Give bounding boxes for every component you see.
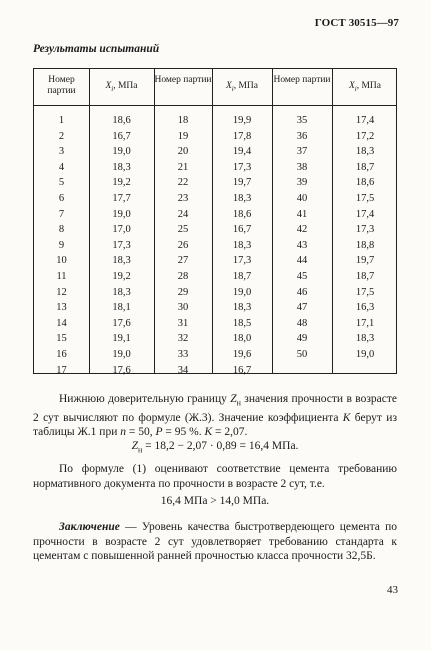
batch-number-cell: 22 bbox=[177, 177, 189, 189]
standard-header: ГОСТ 30515—97 bbox=[314, 17, 399, 29]
batch-number-cell: 31 bbox=[177, 317, 189, 329]
batch-number-cell: 14 bbox=[56, 317, 67, 329]
strength-value-cell: 17,6 bbox=[112, 317, 131, 329]
strength-value-cell: 17,3 bbox=[232, 255, 252, 267]
strength-value-cell: 19,2 bbox=[112, 270, 131, 282]
batch-number-cell: 29 bbox=[177, 286, 189, 298]
header-value-2: $X_i$, МПа bbox=[225, 81, 259, 93]
strength-value-cell: 19,7 bbox=[232, 177, 252, 189]
strength-value-cell: 18,7 bbox=[355, 270, 375, 282]
batch-number-cell: 21 bbox=[177, 161, 189, 173]
paragraph-conformity: По формуле (1) оценивают соответствие цемента требованию нормативного документа по прочности в возрасте 2 сут, т.е. bbox=[33, 463, 397, 490]
header-value-1: $X_i$, МПа bbox=[105, 81, 138, 93]
strength-value-cell: 18,7 bbox=[232, 270, 252, 282]
batch-number-cell: 37 bbox=[296, 146, 308, 158]
batch-number-cell: 1 bbox=[58, 115, 65, 126]
batch-number-cell: 15 bbox=[56, 333, 67, 345]
batch-column-2 bbox=[154, 113, 212, 378]
formula-comparison: 16,4 МПа > 14,0 МПа. bbox=[160, 495, 270, 507]
batch-number-cell: 25 bbox=[177, 224, 189, 236]
value-column-2 bbox=[212, 113, 272, 378]
batch-number-cell: 49 bbox=[296, 333, 308, 345]
table-header-divider bbox=[34, 105, 396, 106]
strength-value-cell: 18,3 bbox=[232, 302, 252, 314]
batch-number-cell: 38 bbox=[296, 161, 308, 173]
batch-number-cell: 9 bbox=[58, 239, 65, 251]
strength-value-cell: 17,8 bbox=[232, 130, 252, 142]
strength-value-cell: 18,6 bbox=[355, 177, 375, 189]
strength-value-cell: 18,3 bbox=[355, 333, 375, 345]
value-column-1 bbox=[89, 113, 154, 378]
batch-column-1 bbox=[34, 113, 89, 378]
strength-value-cell: 18,6 bbox=[232, 208, 252, 220]
strength-value-cell: 17,1 bbox=[355, 317, 375, 329]
batch-number-cell: 30 bbox=[177, 302, 189, 314]
strength-value-cell: 17,4 bbox=[355, 208, 375, 220]
strength-value-cell: 17,7 bbox=[112, 192, 131, 204]
strength-value-cell: 18,0 bbox=[232, 333, 252, 345]
strength-value-cell: 17,3 bbox=[355, 224, 375, 236]
batch-column-3 bbox=[272, 113, 332, 363]
batch-number-cell: 3 bbox=[58, 146, 65, 158]
batch-number-cell: 4 bbox=[58, 161, 65, 173]
batch-number-cell: 41 bbox=[296, 208, 308, 220]
strength-value-cell: 19,0 bbox=[112, 348, 131, 360]
batch-number-cell: 43 bbox=[296, 239, 308, 251]
strength-value-cell: 17,5 bbox=[355, 286, 375, 298]
batch-number-cell: 39 bbox=[296, 177, 308, 189]
batch-number-cell: 2 bbox=[58, 130, 65, 142]
batch-number-cell: 50 bbox=[296, 348, 308, 360]
strength-value-cell: 18,7 bbox=[355, 161, 375, 173]
batch-number-cell: 11 bbox=[56, 270, 67, 282]
strength-value-cell: 19,0 bbox=[112, 208, 131, 220]
batch-number-cell: 8 bbox=[58, 224, 65, 236]
batch-number-cell: 27 bbox=[177, 255, 189, 267]
value-column-3 bbox=[332, 113, 398, 363]
strength-value-cell: 17,0 bbox=[112, 224, 131, 236]
header-batch-2: Номер партии bbox=[154, 75, 212, 85]
batch-number-cell: 13 bbox=[56, 302, 67, 314]
formula-lower-bound: $Z_н = 18,2 - 2,07 \cdot 0,89 = 16,4$ МПа. bbox=[131, 440, 299, 455]
page-number: 43 bbox=[387, 584, 398, 596]
strength-value-cell: 16,3 bbox=[355, 302, 375, 314]
strength-value-cell: 18,1 bbox=[112, 302, 131, 314]
strength-value-cell: 18,3 bbox=[355, 146, 375, 158]
batch-number-cell: 7 bbox=[58, 208, 65, 220]
strength-value-cell: 19,1 bbox=[112, 333, 131, 345]
strength-value-cell: 19,0 bbox=[232, 286, 252, 298]
batch-number-cell: 24 bbox=[177, 208, 189, 220]
strength-value-cell: 18,3 bbox=[112, 255, 131, 267]
strength-value-cell: 17,3 bbox=[112, 239, 131, 251]
batch-number-cell: 36 bbox=[296, 130, 308, 142]
strength-value-cell: 18,6 bbox=[112, 115, 131, 126]
batch-number-cell: 5 bbox=[58, 177, 65, 189]
strength-value-cell: 19,9 bbox=[232, 115, 252, 126]
batch-number-cell: 28 bbox=[177, 270, 189, 282]
batch-number-cell: 35 bbox=[296, 115, 308, 126]
strength-value-cell: 17,3 bbox=[232, 161, 252, 173]
strength-value-cell: 19,6 bbox=[232, 348, 252, 360]
paragraph-conclusion: Заключение — Уровень качества быстротвердеющего цемента по прочности в возрасте 2 сут удовлетворяет требованию стандарта к цементам с повышенной ранней прочностью класса прочности 32,5Б. bbox=[33, 521, 397, 562]
batch-number-cell: 46 bbox=[296, 286, 308, 298]
strength-value-cell: 19,2 bbox=[112, 177, 131, 189]
batch-number-cell: 34 bbox=[177, 364, 189, 376]
batch-number-cell: 20 bbox=[177, 146, 189, 158]
batch-number-cell: 6 bbox=[58, 192, 65, 204]
strength-value-cell: 18,3 bbox=[232, 192, 252, 204]
header-value-3: $X_i$, МПа bbox=[348, 81, 382, 93]
section-title: Результаты испытаний bbox=[33, 43, 160, 55]
batch-number-cell: 40 bbox=[296, 192, 308, 204]
strength-value-cell: 17,6 bbox=[112, 364, 131, 376]
strength-value-cell: 18,5 bbox=[232, 317, 252, 329]
strength-value-cell: 16,7 bbox=[232, 364, 252, 376]
batch-number-cell: 10 bbox=[56, 255, 67, 267]
header-batch-1: Номер партии bbox=[47, 75, 76, 96]
batch-number-cell: 32 bbox=[177, 333, 189, 345]
paragraph-lower-bound: Нижнюю доверительную границу $Z_н$ значения прочности в возрасте 2 сут вычисляют по формуле (Ж.3). Значение коэффициента K берут из таблицы Ж.1 при n = 50, P = 95 %. K = 2,07. bbox=[33, 393, 397, 439]
batch-number-cell: 23 bbox=[177, 192, 189, 204]
batch-number-cell: 16 bbox=[56, 348, 67, 360]
strength-value-cell: 19,7 bbox=[355, 255, 375, 267]
batch-number-cell: 47 bbox=[296, 302, 308, 314]
strength-value-cell: 18,3 bbox=[232, 239, 252, 251]
header-batch-3: Номер партии bbox=[273, 75, 331, 85]
batch-number-cell: 44 bbox=[296, 255, 308, 267]
strength-value-cell: 19,0 bbox=[355, 348, 375, 360]
results-table bbox=[33, 68, 397, 374]
strength-value-cell: 18,3 bbox=[112, 286, 131, 298]
batch-number-cell: 48 bbox=[296, 317, 308, 329]
batch-number-cell: 33 bbox=[177, 348, 189, 360]
batch-number-cell: 12 bbox=[56, 286, 67, 298]
batch-number-cell: 42 bbox=[296, 224, 308, 236]
strength-value-cell: 19,0 bbox=[112, 146, 131, 158]
strength-value-cell: 17,5 bbox=[355, 192, 375, 204]
strength-value-cell: 17,4 bbox=[355, 115, 375, 126]
batch-number-cell: 26 bbox=[177, 239, 189, 251]
strength-value-cell: 17,2 bbox=[355, 130, 375, 142]
strength-value-cell: 19,4 bbox=[232, 146, 252, 158]
batch-number-cell: 19 bbox=[177, 130, 189, 142]
strength-value-cell: 18,8 bbox=[355, 239, 375, 251]
strength-value-cell: 16,7 bbox=[112, 130, 131, 142]
batch-number-cell: 17 bbox=[56, 364, 67, 376]
batch-number-cell: 18 bbox=[177, 115, 189, 126]
strength-value-cell: 16,7 bbox=[232, 224, 252, 236]
strength-value-cell: 18,3 bbox=[112, 161, 131, 173]
batch-number-cell: 45 bbox=[296, 270, 308, 282]
